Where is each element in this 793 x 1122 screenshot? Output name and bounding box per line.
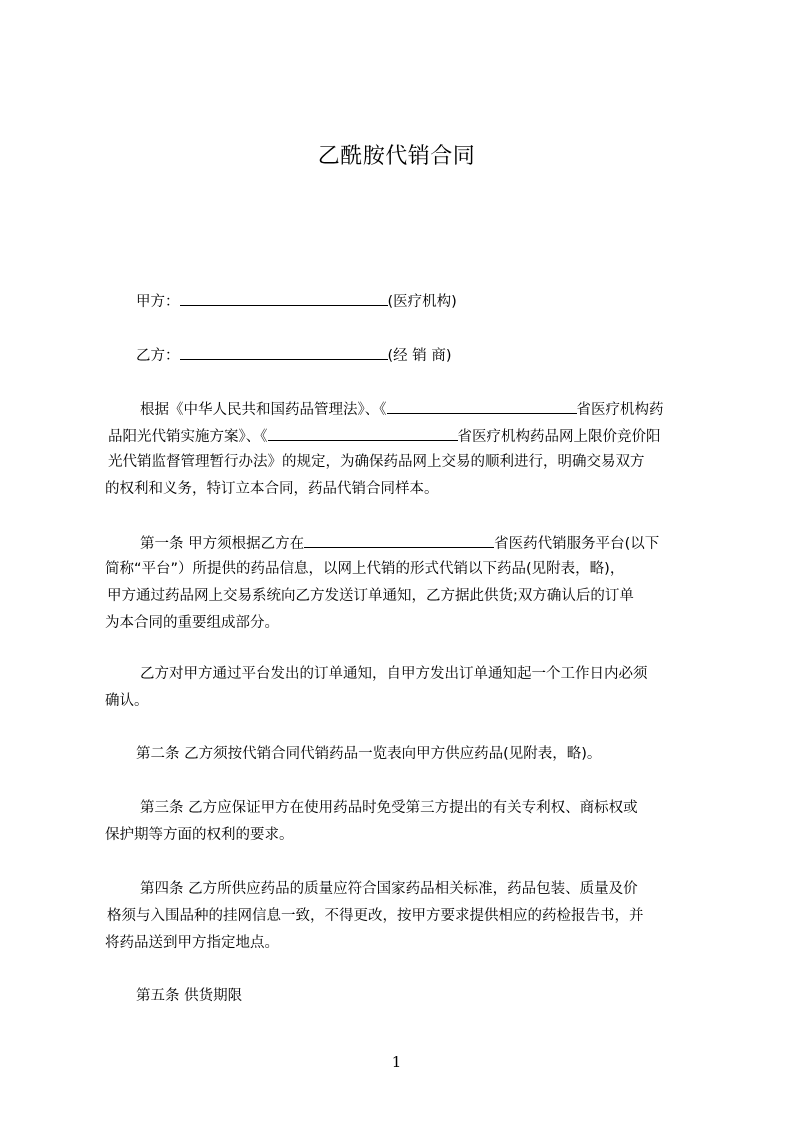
party-b-label: 乙方： [136, 348, 180, 364]
intro-line-1 [140, 398, 664, 420]
party-a-label: 甲方： [136, 294, 180, 310]
article-4-line-3: 将药品送到甲方指定地点。 [105, 935, 279, 951]
intro-line-2 [108, 425, 661, 447]
party-b-blank [180, 344, 388, 360]
party-b-line [136, 344, 452, 366]
article-1-line-1 [140, 532, 659, 554]
page-number: 1 [391, 1053, 402, 1071]
party-a-line [136, 290, 457, 312]
intro-text: 根据《中华人民共和国药品管理法》、《 [140, 402, 387, 418]
article-1b-line-2: 确认。 [105, 693, 149, 709]
intro-text: 省医疗机构药 [576, 402, 664, 418]
article-3-line-2: 保护期等方面的权利的要求。 [105, 827, 294, 843]
article-1-line-2: 简称“平台”）所提供的药品信息，以网上代销的形式代销以下药品(见附表，略)， [105, 561, 625, 577]
province-blank-1 [387, 398, 577, 414]
party-a-suffix: (医疗机构) [387, 294, 457, 310]
document-title: 乙酰胺代销合同 [317, 144, 476, 169]
intro-text: 品阳光代销实施方案》、《 [108, 429, 268, 445]
article-1-text: 省医药代销服务平台(以下 [494, 536, 660, 552]
article-1b-line-1: 乙方对甲方通过平台发出的订单通知，自甲方发出订单通知起一个工作日内必须 [140, 666, 648, 682]
province-blank-3 [304, 532, 494, 548]
intro-line-3: 光代销监督管理暂行办法》的规定，为确保药品网上交易的顺利进行，明确交易双方 [108, 454, 645, 470]
article-3-line-1: 第三条 乙方应保证甲方在使用药品时免受第三方提出的有关专利权、商标权或 [140, 800, 638, 816]
province-blank-2 [268, 425, 458, 441]
intro-line-4: 的权利和义务，特订立本合同，药品代销合同样本。 [105, 481, 439, 497]
article-1-text: 第一条 甲方须根据乙方在 [140, 536, 305, 552]
article-2-line-1: 第二条 乙方须按代销合同代销药品一览表向甲方供应药品(见附表，略)。 [136, 746, 602, 762]
article-5-line-1: 第五条 供货期限 [136, 988, 243, 1004]
article-4-line-2: 格须与入围品种的挂网信息一致，不得更改，按甲方要求提供相应的药检报告书，并 [107, 908, 644, 924]
intro-text: 省医疗机构药品网上限价竞价阳 [457, 429, 661, 445]
party-a-blank [180, 290, 388, 306]
article-1-line-3: 甲方通过药品网上交易系统向乙方发送订单通知，乙方据此供货;双方确认后的订单 [107, 588, 634, 604]
article-1-line-4: 为本合同的重要组成部分。 [105, 615, 279, 631]
article-4-line-1: 第四条 乙方所供应药品的质量应符合国家药品相关标准，药品包装、质量及价 [140, 881, 638, 897]
party-b-suffix: (经 销 商) [387, 348, 452, 364]
